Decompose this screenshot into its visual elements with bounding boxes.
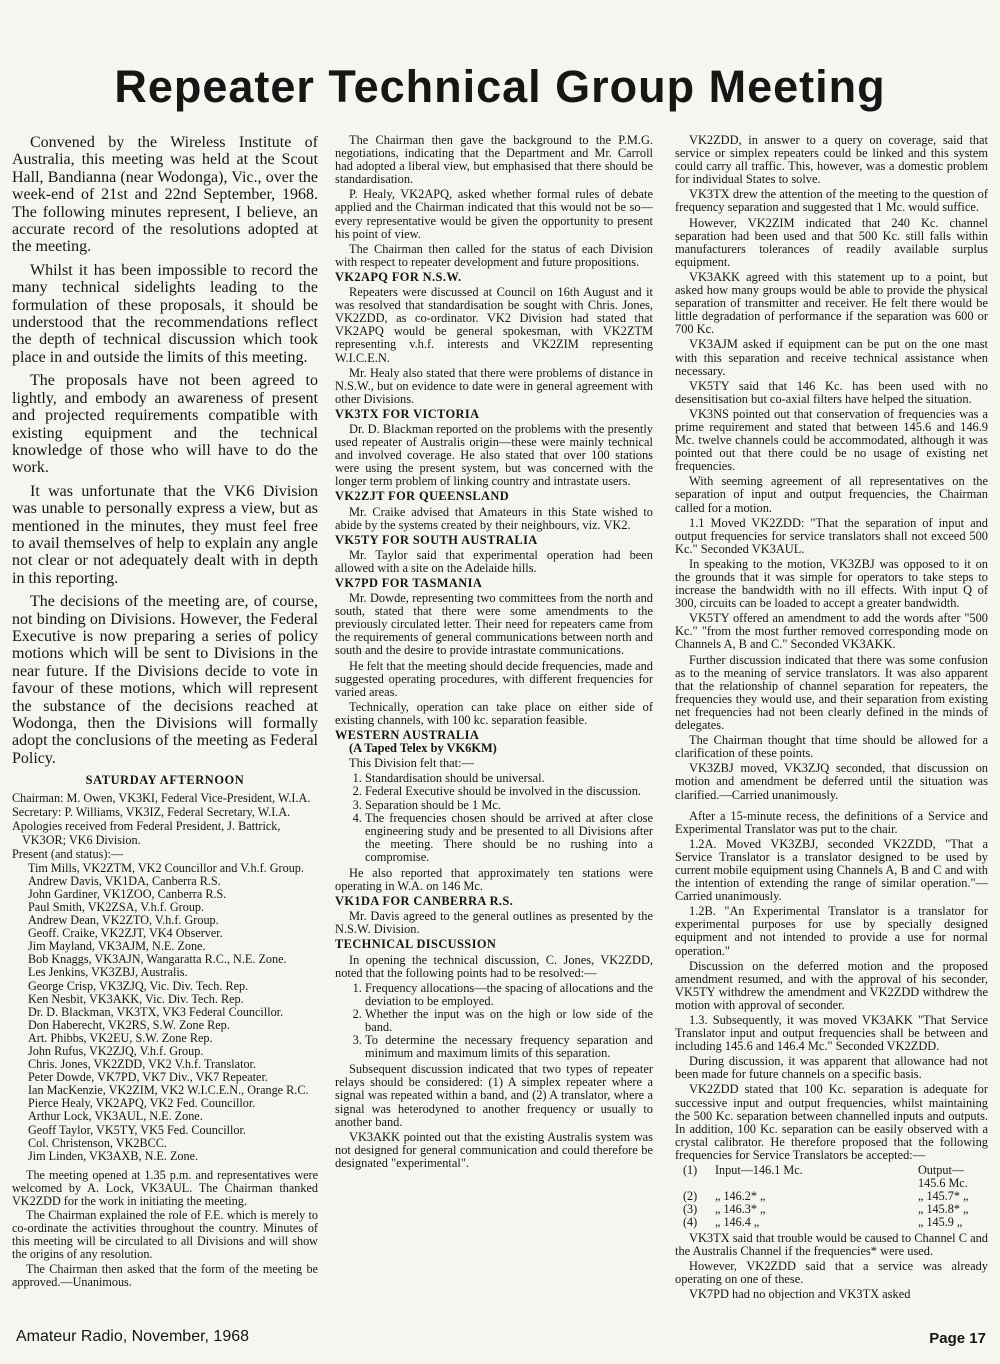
attendee: Chris. Jones, VK2ZDD, VK2 V.h.f. Translator. (28, 1057, 256, 1072)
minutes-paragraph: During discussion, it was apparent that allowance had not been made for future channels on a specific basis. (675, 1054, 988, 1082)
attendee: Andrew Dean, VK2ZTO, V.h.f. Group. (28, 913, 219, 928)
minutes-paragraph: This Division felt that:— (349, 756, 474, 771)
attendee: Andrew Davis, VK1DA, Canberra R.S. (28, 873, 221, 888)
freq-output: „ 145.7* „ (918, 1189, 969, 1204)
intro-paragraph: It was unfortunate that the VK6 Division was unable to personally express a view, but as mentioned in the minutes, they must feel free to avail themselves of help to explain any angle not clear or not adequately dealt with in depth in this reporting. (12, 482, 318, 587)
list-item: 1. Frequency allocations—the spacing of allocations and the deviation to be employed. (365, 982, 653, 1008)
minutes-paragraph: In opening the technical discussion, C. Jones, VK2ZDD, noted that the following points had to be resolved:— (335, 952, 653, 980)
attendee: Dr. D. Blackman, VK3TX, VK3 Federal Councillor. (28, 1004, 284, 1019)
attendee: Ken Nesbit, VK3AKK, Vic. Div. Tech. Rep. (28, 991, 244, 1006)
minutes-paragraph: Mr. Taylor said that experimental operation had been allowed with a site on the Adelaide hills. (335, 547, 653, 575)
minutes-paragraph: Subsequent discussion indicated that two types of repeater relays should be considered: (1) A simplex repeater where a signal was repeated within a band, and (2) A translator, where a signal was heterodyned to another frequency or usually to another band. (335, 1062, 653, 1129)
minutes-paragraph: With seeming agreement of all representatives on the separation of input and output frequencies, the Chairman called for a motion. (675, 474, 988, 515)
list-item: 2. Federal Executive should be involved in the discussion. (365, 785, 653, 798)
freq-number: (3) (683, 1202, 698, 1217)
list-item: 3. Separation should be 1 Mc. (365, 799, 653, 812)
column-1 (12, 134, 318, 1329)
intro-paragraph: The decisions of the meeting are, of course, not binding on Divisions. However, the Federal Executive is now preparing a series of policy motions which will be sent to Divisions in the near future. If the Divisions decide to vote in favour of these motions, which will represent the substance of the decisions reached at Wodonga, then the Divisions will formally adopt the conclusions of the meeting as Federal Policy. (12, 593, 318, 767)
page-title: Repeater Technical Group Meeting (114, 61, 886, 112)
minutes-paragraph: VK3AJM asked if equipment can be put on the one mast with this separation and receive technical assistance when necessary. (675, 337, 988, 378)
minutes-paragraph: VK3NS pointed out that conservation of frequencies was a prime requirement and stated that between 145.6 and 146.9 Mc. twelve channels could be accommodated, although it was pointed out that there could be no usage of existing net frequencies. (675, 406, 988, 474)
list-item: 2. Whether the input was on the high or low side of the band. (365, 1008, 653, 1034)
freq-number: (1) (683, 1163, 698, 1178)
motion-paragraph: VK3ZBJ moved, VK3ZJQ seconded, that discussion on motion and amendment be deferred until the situation was clarified.—Carried unanimously. (675, 761, 988, 802)
minutes-paragraph: VK2ZDD stated that 100 Kc. separation is adequate for successive input and output frequencies, whilst maintaining the 500 Kc. separation between channelled inputs and outputs. In addition, 100 Kc. separation can be easily observed with a crystal calibrator. He therefore proposed that the following frequencies for Service Translators be accepted:— (675, 1082, 988, 1162)
minutes-paragraph: Dr. D. Blackman reported on the problems with the presently used repeater of Australis origin—these were mainly technical and involved coverage. He also stated that over 100 stations were using the present system, but was concerned with the longer term problem of linking country and intrastate users. (335, 421, 653, 489)
attendee: Pierce Healy, VK2APQ, VK2 Fed. Councillor. (28, 1096, 256, 1111)
column-3 (675, 134, 988, 1329)
minutes-paragraph: Mr. Craike advised that Amateurs in this State wished to abide by the systems created by their neighbours, viz. VK2. (335, 504, 653, 532)
minutes-paragraph: The Chairman then called for the status of each Division with respect to repeater development and future propositions. (335, 241, 653, 269)
footer-publication: Amateur Radio, November, 1968 (16, 1328, 250, 1345)
section-heading: VK2APQ FOR N.S.W. (335, 269, 462, 284)
freq-input: „ 146.4 „ (715, 1215, 760, 1230)
motion-paragraph: 1.2A. Moved VK3ZBJ, seconded VK2ZDD, "That a Service Translator is a translator designed to be used by current mobile equipment using Channels A, B and C and with the intention of extending the range of similar operation."—Carried unanimously. (675, 836, 988, 904)
freq-input: „ 146.2* „ (715, 1189, 766, 1204)
minutes-paragraph: Mr. Healy also stated that there were problems of distance in N.S.W., but on evidence to date were in general agreement with other Divisions. (335, 365, 653, 406)
wa-list (335, 772, 653, 864)
frequency-table (683, 1164, 988, 1229)
present-label: Present (and status):— (12, 846, 124, 861)
attendee: Peter Dowde, VK7PD, VK7 Div., VK7 Repeater. (28, 1070, 268, 1085)
freq-output: „ 145.8* „ (918, 1202, 969, 1217)
minutes-paragraph: Discussion on the deferred motion and the proposed amendment resumed, and with the approval of his seconder, VK5TY withdrew the amendment and VK2ZDD withdrew the motion with approval of seconder. (675, 958, 988, 1012)
minutes-paragraph: He also reported that approximately ten stations were operating in W.A. on 146 Mc. (335, 865, 653, 894)
list-item: 3. To determine the necessary frequency separation and minimum and maximum limits of this separation. (365, 1034, 653, 1060)
minutes-paragraph: VK5TY said that 146 Kc. has been used with no desensitisation but co-axial filters have helped the situation. (675, 378, 988, 406)
attendee: Bob Knaggs, VK3AJN, Wangaratta R.C., N.E. Zone. (28, 952, 287, 967)
minutes-paragraph: However, VK2ZIM indicated that 240 Kc. channel separation had been used and that 500 Kc. still falls within manufacturers tolerances of readily available surplus equipment. (675, 215, 988, 269)
minutes-paragraph: Repeaters were discussed at Council on 16th August and it was resolved that standardisation be sought with Chris. Jones, VK2ZDD, as co-ordinator. VK2 Division had stated that VK2APQ would be general spokesman, with VK2ZTM representing v.h.f. interests and VK2ZIM representing W.I.C.E.N. (335, 285, 653, 365)
attendee: Don Haberecht, VK2RS, S.W. Zone Rep. (28, 1017, 230, 1032)
intro-paragraph: Whilst it has been impossible to record the many technical sidelights leading to the formulation of these proposals, it should be understood that the recommendations reflect the depth of technical discussion which took place in and outside the limits of this meeting. (12, 261, 318, 366)
column-2 (335, 134, 653, 1329)
attendee: John Gardiner, VK1ZOO, Canberra R.S. (28, 886, 227, 901)
apologies-line: Apologies received from Federal President, J. Battrick, VK3OR; VK6 Division. (12, 819, 281, 847)
attendee: Geoff Taylor, VK5TY, VK5 Fed. Councillor. (28, 1122, 246, 1137)
motion-paragraph: 1.1 Moved VK2ZDD: "That the separation of input and output frequencies for service translators shall not exceed 500 Kc." Seconded VK3AUL. (675, 515, 988, 556)
minutes-paragraph: The Chairman thought that time should be allowed for a clarification of these points. (675, 733, 988, 761)
chairman-line: Chairman: M. Owen, VK3KI, Federal Vice-President, W.I.A. (12, 791, 311, 806)
intro-paragraph: The proposals have not been agreed to lightly, and embody an awareness of present and projected requirements compatible with existing equipment and the technical knowledge of those who will have to do the work. (12, 372, 318, 477)
minutes-paragraph: VK7PD had no objection and VK3TX asked (689, 1287, 911, 1302)
attendee: George Crisp, VK3ZJQ, Vic. Div. Tech. Rep. (28, 978, 249, 993)
attendee: Tim Mills, VK2ZTM, VK2 Councillor and V.h.f. Group. (28, 860, 304, 875)
freq-number: (2) (683, 1189, 698, 1204)
minutes-paragraph: In speaking to the motion, VK3ZBJ was opposed to it on the grounds that it was simple for operators to take steps to increase the bandwidth with no ill effects. With input Q of 300, circuits can be loaded to accept a greater bandwidth. (675, 556, 988, 611)
section-heading: SATURDAY AFTERNOON (85, 773, 245, 788)
attendee: Paul Smith, VK2ZSA, V.h.f. Group. (28, 899, 205, 914)
minutes-paragraph: VK2ZDD, in answer to a query on coverage, said that service or simplex repeaters could be linked and this system could carry all traffic. This, however, was a domestic problem for individual States to solve. (675, 134, 988, 187)
minutes-paragraph: VK3AKK pointed out that the existing Australis system was not designed for general communication and could therefore be designated "experimental". (335, 1129, 653, 1170)
minutes-paragraph: P. Healy, VK2APQ, asked whether formal rules of debate applied and the Chairman indicated that this would not be so—every representative would be given the opportunity to present his point of view. (335, 187, 653, 241)
section-heading: VK2ZJT FOR QUEENSLAND (335, 489, 510, 504)
attendee: Les Jenkins, VK3ZBJ, Australis. (28, 965, 188, 980)
attendee: Arthur Lock, VK3AUL, N.E. Zone. (28, 1109, 203, 1124)
section-heading: VK1DA FOR CANBERRA R.S. (335, 894, 514, 909)
motion-paragraph: 1.3. Subsequently, it was moved VK3AKK "That Service Translator input and output frequencies shall be between and including 145.6 and 146.4 Mc." Seconded VK2ZDD. (675, 1013, 988, 1054)
attendee: Col. Christenson, VK2BCC. (28, 1135, 167, 1150)
minutes-paragraph: VK3TX drew the attention of the meeting to the question of frequency separation and suggested that 1 Mc. would suffice. (675, 187, 988, 215)
minutes-paragraph: VK5TY offered an amendment to add the words after "500 Kc." "from the most further removed corresponding mode on Channels A, B and C." Seconded VK3AKK. (675, 611, 988, 652)
section-heading: VK7PD FOR TASMANIA (335, 576, 483, 590)
minutes-paragraph: The Chairman explained the role of F.E. which is merely to co-ordinate the activities throughout the country. Minutes of this meeting will be circulated to all Divisions and will show the origins of any resolution. (12, 1208, 318, 1262)
section-heading: WESTERN AUSTRALIA (335, 728, 480, 743)
attendee: Ian MacKenzie, VK2ZIM, VK2 W.I.C.E.N., Orange R.C. (28, 1083, 309, 1098)
attendee: Jim Mayland, VK3AJM, N.E. Zone. (28, 939, 206, 954)
attendee: Geoff. Craike, VK2ZJT, VK4 Observer. (28, 926, 223, 941)
minutes-paragraph: VK3TX said that trouble would be caused to Channel C and the Australis Channel if the frequencies* were used. (675, 1231, 988, 1259)
section-subheading: (A Taped Telex by VK6KM) (349, 741, 497, 756)
minutes-paragraph: The Chairman then asked that the form of the meeting be approved.—Unanimous. (12, 1261, 318, 1289)
freq-input: „ 146.3* „ (715, 1202, 766, 1217)
minutes-paragraph: However, VK2ZDD said that a service was already operating on one of these. (675, 1259, 988, 1287)
section-heading: TECHNICAL DISCUSSION (335, 937, 497, 952)
attendee-list (12, 862, 318, 1163)
minutes-paragraph: Technically, operation can take place on either side of existing channels, with 100 kc. separation feasible. (335, 699, 653, 727)
section-heading: VK5TY FOR SOUTH AUSTRALIA (335, 532, 538, 547)
secretary-line: Secretary: P. Williams, VK3IZ, Federal Secretary, W.I.A. (12, 805, 291, 820)
list-item: 4. The frequencies chosen should be arrived at after close engineering study and be presented to all Divisions after the meeting. There should be no rushing into a compromise. (365, 812, 653, 864)
freq-number: (4) (683, 1215, 698, 1230)
tech-list (335, 982, 653, 1061)
section-heading: VK3TX FOR VICTORIA (335, 406, 480, 421)
attendee: John Rufus, VK2ZJQ, V.h.f. Group. (28, 1044, 204, 1058)
list-item: 1. Standardisation should be universal. (365, 772, 653, 785)
freq-output: „ 145.9 „ (918, 1215, 963, 1230)
minutes-paragraph: Mr. Dowde, representing two committees from the north and south, stated that there were some amendments to the previously circulated letter. Their need for repeaters came from the requirements of general communications between north and south and the desire to provide intrastate communications. (335, 591, 653, 658)
minutes-paragraph: Mr. Davis agreed to the general outlines as presented by the N.S.W. Division. (335, 909, 653, 937)
minutes-paragraph: Further discussion indicated that there was some confusion as to the meaning of service translators. It was also apparent that the relationship of channel separation for repeaters, the frequencies they would use, and their separation from existing net frequencies had not been clearly defined in the minds of delegates. (675, 652, 988, 733)
freq-input: Input—146.1 Mc. (715, 1163, 803, 1178)
attendee: Jim Linden, VK3AXB, N.E. Zone. (28, 1148, 199, 1163)
minutes-paragraph: The meeting opened at 1.35 p.m. and representatives were welcomed by A. Lock, VK3AUL. The Chairman thanked VK2ZDD for the work in initiating the meeting. (12, 1167, 318, 1209)
minutes-paragraph: After a 15-minute recess, the definitions of a Service and Experimental Translator was put to the chair. (675, 808, 988, 836)
attendee: Art. Phibbs, VK2EU, S.W. Zone Rep. (28, 1030, 213, 1045)
minutes-paragraph: He felt that the meeting should decide frequencies, made and suggested operating procedures, with different frequencies for varied areas. (335, 658, 653, 699)
motion-paragraph: 1.2B. "An Experimental Translator is a translator for experimental purposes for use by specially designed equipment and not intended to provide a use for normal operation." (675, 904, 988, 958)
minutes-paragraph: VK3AKK agreed with this statement up to a point, but asked how many groups would be able to provide the physical separation of transmitter and receiver. He felt there would be little degradation of performance if the separation was 600 or 700 Kc. (675, 269, 988, 337)
freq-output: Output—145.6 Mc. (918, 1163, 968, 1191)
intro-paragraph: Convened by the Wireless Institute of Australia, this meeting was held at the Scout Hall, Bandianna (near Wodonga), Vic., over the week-end of 21st and 22nd September, 1968. The following minutes represent, I believe, an accurate record of the resolutions adopted at the meeting. (12, 134, 318, 256)
page-number: Page 17 (929, 1330, 986, 1347)
minutes-paragraph: The Chairman then gave the background to the P.M.G. negotiations, indicating that the Department and Mr. Carroll had adopted a liberal view, but emphasised that there should be standardisation. (335, 134, 653, 187)
